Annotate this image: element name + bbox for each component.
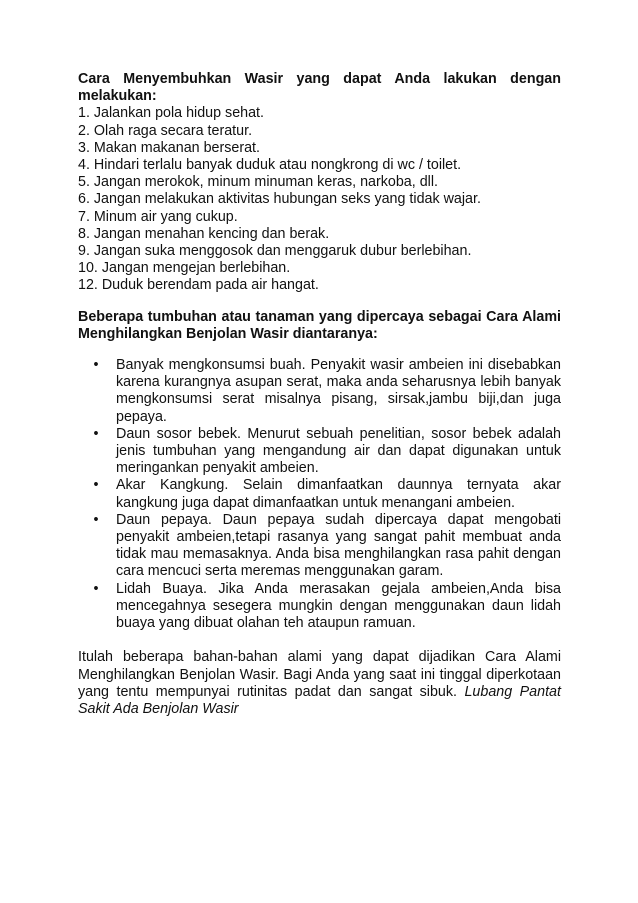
closing-paragraph bbox=[78, 649, 561, 718]
section1-heading: Cara Menyembuhkan Wasir yang dapat Anda lakukan dengan melakukan: bbox=[78, 71, 561, 105]
bullet-text: Lidah Buaya. Jika Anda merasakan gejala ambeien,Anda bisa mencegahnya sesegera mungkin dengan menggunakan daun lidah buaya yang dibuat olahan teh ataupun ramuan. bbox=[116, 580, 561, 632]
bullet-text: Banyak mengkonsumsi buah. Penyakit wasir ambeien ini disebabkan karena kurangnya asupan serat, maka anda seharusnya lebih banyak mengkonsumsi serat misalnya pisang, sirsak,jambu biji,dan juga pepaya. bbox=[116, 357, 561, 425]
bullet-item bbox=[78, 357, 561, 426]
bullet-text: Daun pepaya. Daun pepaya sudah dipercaya dapat mengobati penyakit ambeien,tetapi rasanya yang sangat pahit membuat anda tidak mau memasaknya. Anda bisa menghilangkan rasa pahit dengan cara mencuci serta meremas menggunakan garam. bbox=[116, 511, 561, 580]
article-link[interactable]: Lubang Pantat Sakit Ada Benjolan Wasir bbox=[78, 683, 561, 717]
list-item: 10. Jangan mengejan berlebihan. bbox=[78, 260, 291, 277]
bullet-item bbox=[78, 512, 561, 581]
list-item: 5. Jangan merokok, minum minuman keras, narkoba, dll. bbox=[78, 174, 438, 191]
bullet-icon: • bbox=[93, 357, 99, 374]
content-column bbox=[78, 71, 561, 718]
bullet-icon: • bbox=[93, 511, 99, 528]
list-item: 2. Olah raga secara teratur. bbox=[78, 122, 253, 139]
bullet-item bbox=[78, 581, 561, 633]
bullet-icon: • bbox=[93, 477, 99, 494]
bullet-item bbox=[78, 426, 561, 478]
list-item: 12. Duduk berendam pada air hangat. bbox=[78, 277, 319, 294]
numbered-list bbox=[78, 105, 561, 294]
bullet-list bbox=[78, 357, 561, 632]
bullet-icon: • bbox=[93, 425, 99, 442]
bullet-icon: • bbox=[93, 580, 99, 597]
closing-text: Itulah beberapa bahan-bahan alami yang dapat dijadikan Cara Alami Menghilangkan Benjolan Wasir. Bagi Anda yang saat ini tinggal diperkotaan yang tentu mempunyai rutinitas padat dan sangat sibuk. bbox=[78, 649, 561, 700]
list-item: 4. Hindari terlalu banyak duduk atau nongkrong di wc / toilet. bbox=[78, 157, 462, 174]
list-item: 1. Jalankan pola hidup sehat. bbox=[78, 105, 264, 122]
list-item: 7. Minum air yang cukup. bbox=[78, 208, 238, 225]
bullet-item bbox=[78, 477, 561, 511]
list-item: 3. Makan makanan berserat. bbox=[78, 139, 260, 156]
list-item: 6. Jangan melakukan aktivitas hubungan seks yang tidak wajar. bbox=[78, 191, 481, 208]
list-item: 9. Jangan suka menggosok dan menggaruk dubur berlebihan. bbox=[78, 243, 472, 260]
list-item: 8. Jangan menahan kencing dan berak. bbox=[78, 225, 330, 242]
bullet-text: Akar Kangkung. Selain dimanfaatkan daunnya ternyata akar kangkung juga dapat dimanfaatkan untuk menangani ambeien. bbox=[116, 477, 561, 511]
bullet-text: Daun sosor bebek. Menurut sebuah penelitian, sosor bebek adalah jenis tumbuhan yang mengandung air dan dapat digunakan untuk meringankan penyakit ambeien. bbox=[116, 425, 561, 477]
section2-heading: Beberapa tumbuhan atau tanaman yang dipercaya sebagai Cara Alami Menghilangkan Benjolan Wasir diantaranya: bbox=[78, 308, 561, 342]
